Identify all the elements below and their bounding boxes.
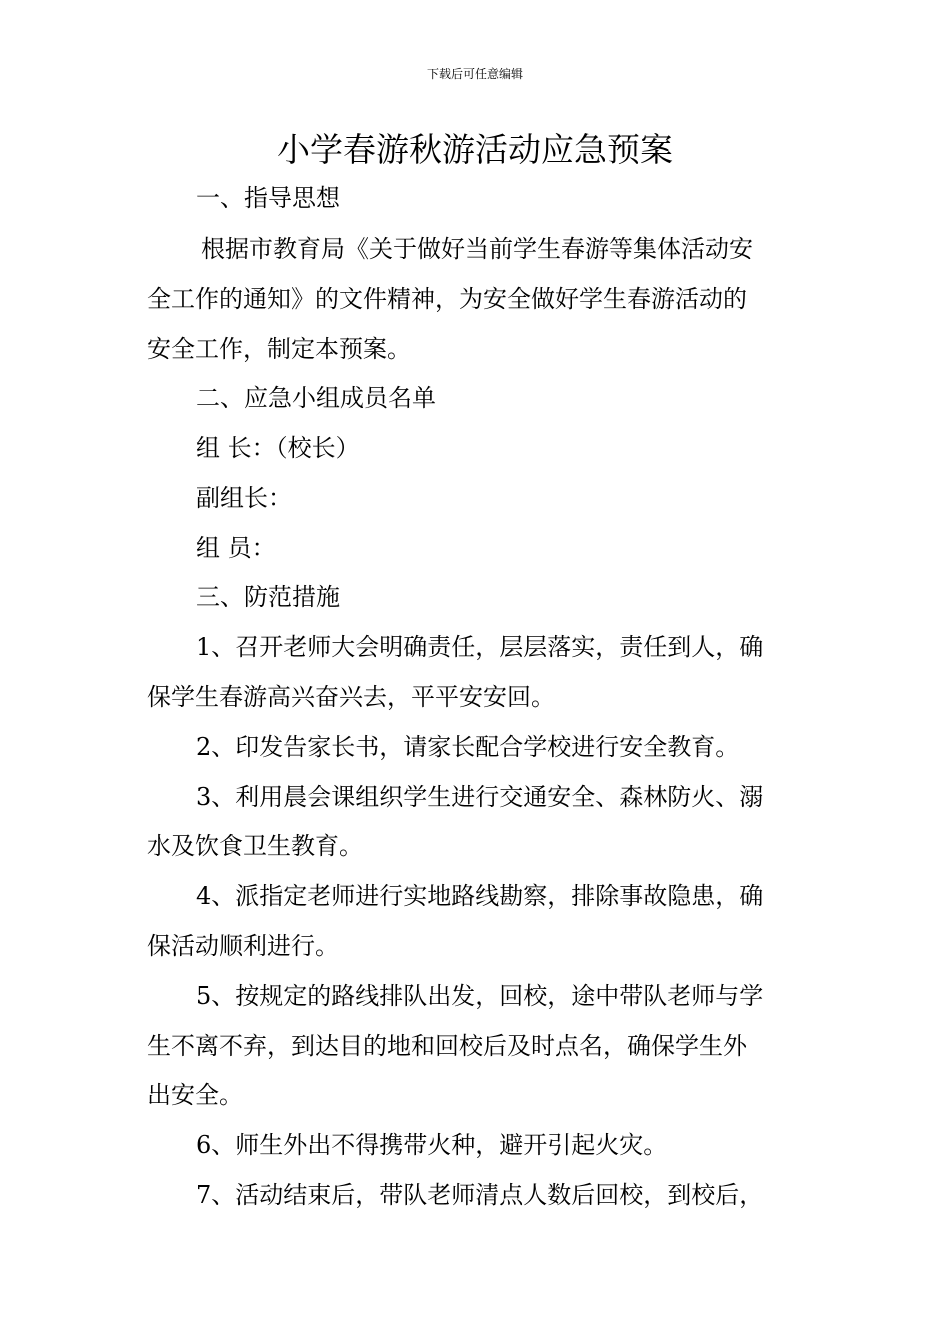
measure-item-6: 6、师生外出不得携带火种，避开引起火灾。 [196, 1131, 668, 1159]
measure-item-1: 1、召开老师大会明确责任，层层落实，责任到人，确 [196, 633, 764, 661]
measure-item-5: 5、按规定的路线排队出发，回校，途中带队老师与学 [196, 982, 764, 1010]
deputy-leader-line: 副组长： [196, 484, 292, 512]
section-heading-team-list: 二、应急小组成员名单 [196, 384, 436, 412]
measure-item-4: 4、派指定老师进行实地路线勘察，排除事故隐患，确 [196, 882, 764, 910]
paragraph-line: 保学生春游高兴奋兴去，平平安安回。 [147, 683, 555, 711]
section-heading-guiding-idea: 一、指导思想 [196, 184, 340, 212]
measure-item-2: 2、印发告家长书，请家长配合学校进行安全教育。 [196, 733, 740, 761]
team-leader-line: 组 长：（校长） [196, 434, 360, 462]
paragraph-line: 根据市教育局《关于做好当前学生春游等集体活动安 [201, 235, 753, 263]
section-heading-measures: 三、防范措施 [196, 583, 340, 611]
paragraph-line: 生不离不弃，到达目的地和回校后及时点名，确保学生外 [147, 1032, 747, 1060]
paragraph-line: 水及饮食卫生教育。 [147, 832, 363, 860]
download-note: 下载后可任意编辑 [426, 67, 523, 81]
paragraph-line: 安全工作，制定本预案。 [147, 335, 411, 363]
measure-item-7: 7、活动结束后，带队老师清点人数后回校，到校后， [196, 1181, 764, 1209]
paragraph-line: 出安全。 [147, 1081, 243, 1109]
paragraph-line: 保活动顺利进行。 [147, 932, 339, 960]
measure-item-3: 3、利用晨会课组织学生进行交通安全、森林防火、溺 [196, 783, 764, 811]
document-title: 小学春游秋游活动应急预案 [277, 130, 673, 169]
paragraph-line: 全工作的通知》的文件精神，为安全做好学生春游活动的 [147, 285, 747, 313]
team-member-line: 组 员： [196, 534, 276, 562]
